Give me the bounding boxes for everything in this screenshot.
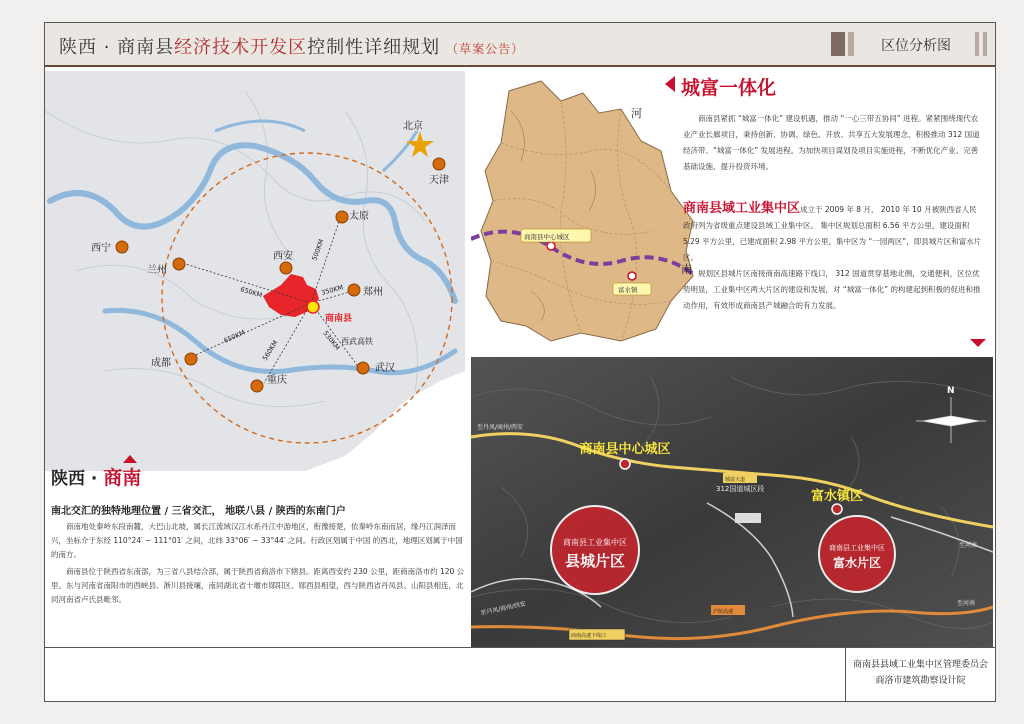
industrial-zone-text-1: 成立于 2009 年 8 月， 2010 年 10 月被陕西省人民政府列为省级重点建设县域工业集中区。 集中区规划总面积 6.56 平方公里，建设面积 5.29 平方公里，已建成面积 2.98 平方公里，集中区为 “一园两区”，即县城片区和富水片区。 [683,205,982,262]
integration-description [677,71,993,351]
tag-expressway: 沪陕高速 [713,609,734,615]
rail-label: 西武高铁 [341,337,373,346]
industrial-zone-paragraph-1 [683,201,983,266]
location-description [51,463,465,607]
city-label-tianjin: 天津 [429,175,449,186]
section-label: 区位分析图 [881,38,951,54]
integration-paragraph: 商南县紧抓 “城富一体化” 建设机遇，推动 “一心三带五协同” 进程。紧紧围绕现代农业产业长廊项目，秉持创新、协调、绿色、开放、共享五大发展理念，积极推动 312 国道经济带、“城富一体化” 发展进程。为加快项目谋划及项目实施进程，不断优化产业、完善基础设施、提升投资环境。 [683,114,980,171]
river-label-1: 河 [631,107,642,120]
city-label-lanzhou: 兰州 [147,265,167,276]
caret-down-icon [970,339,986,347]
road-label-right-top: 至河南 [959,542,978,549]
arrow-left-icon [665,76,675,92]
city-label-wuhan: 武汉 [375,363,395,374]
city-label-taiyuan: 太原 [349,211,369,222]
city-label-chongqing: 重庆 [267,375,287,386]
header-bars-icon [831,32,857,56]
title-prefix: 陕西 · 商南县 [59,37,175,58]
integration-title: 城富一体化 [681,77,777,99]
city-label-xining: 西宁 [91,243,111,254]
aerial-image-map [471,357,993,647]
regional-location-map [45,71,465,471]
caret-up-icon [123,455,137,463]
road-label-312: 312国道城区段 [716,485,765,493]
aerial-label-center: 商南县中心城区 [579,442,671,457]
location-subheading: 南北交汇的独特地理位置 / 三省交汇， 地联八县 / 陕西的东南门户 [51,506,346,517]
location-paragraph-2: 商南县位于陕西省东南部，为三省八县结合部，属于陕西省商洛市下辖县。距离西安约 230 公里，距商南洛市约 120 公里。东与河南省南阳市的西峡县、淅川县接壤，南同湖北省十堰市郧阳区、郧西县相望，西与陕西省丹凤县、山阳县相连，北同河南省卢氏县毗邻。 [51,567,465,604]
header-end-bars-icon [975,32,989,56]
city-label-xian: 西安 [273,251,293,262]
road-label-right-bottom: 至河南 [957,600,976,607]
heading-prefix: 陕西 · [51,469,104,489]
city-label-zhengzhou: 郑州 [363,287,383,298]
county-label-fushui: 富水镇 [618,286,638,294]
title-note: （草案公告） [446,42,525,56]
plan-title [59,33,524,59]
footer-line-2: 商洛市建筑勘察设计院 [875,676,966,686]
tag-road-chengfu: 城富大道 [725,477,746,483]
title-highlight: 经济技术开发区 [174,37,308,58]
industrial-zone-paragraph-2: 规划区县城片区南接商南高速路下线口， 312 国道贯穿基地北侧，交通便利，区位优势明显，工业集中区两大片区的建设和发展，对 “城富一体化” 的构建起到积极的促进和推动作用，有效形成商南县产城融合的有力发展。 [683,269,981,310]
location-heading [51,463,465,490]
focus-label-shangnan: 商南县 [325,314,353,324]
aerial-label-fushui: 富水镇区 [810,489,864,504]
heading-highlight: 商南 [103,467,142,489]
county-label-center: 商南县中心城区 [524,233,570,241]
circle-county-sub: 商南县工业集中区 [563,538,627,547]
circle-fushui-main: 富水片区 [832,556,882,570]
road-label-top-left: 至丹凤/商州/西安 [477,424,524,431]
footer-line-1: 商南县县域工业集中区管理委员会 [852,660,988,670]
city-label-beijing: 北京 [403,121,423,132]
distance-label-lanzhou: 650KM [239,285,264,300]
footer-credits [845,647,995,701]
title-bar [45,23,995,67]
industrial-zone-block [683,201,983,314]
distance-label-zhengzhou: 350KM [320,283,345,297]
city-label-chengdu: 成都 [151,358,171,369]
river-label-2: 南 [681,263,692,276]
north-label: N [947,386,955,396]
sheet-frame [44,22,996,702]
circle-fushui-sub: 商南县工业集中区 [829,544,885,552]
road-label-bottom-left: 至丹凤/商州/西安 [479,600,527,617]
distance-label-chengdu: 650KM [222,328,247,345]
distance-label-wuhan: 530KM [321,329,342,352]
distance-label-taiyuan: 500KM [310,238,326,262]
circle-county-main: 县城片区 [564,552,626,570]
county-map [471,71,696,347]
distance-label-chongqing: 560KM [260,338,280,363]
tag-exit: 商南高速下线口 [571,633,607,639]
location-paragraph-1: 商南地处秦岭东段南麓，大巴山北坡，属长江流域汉江水系丹江中游地区，衔豫接楚，依秦岭东南而居，缘丹江润泽而兴，坐标介于东经 110°24′ ~ 111°01′ 之间，北纬 33°06′ ~ 33°44′ 之间。行政区划属于中国 的西北，地理区划属于中国的南方。 [51,522,463,559]
industrial-zone-title: 商南县域工业集中区 [683,201,801,216]
title-suffix: 控制性详细规划 [307,37,441,58]
